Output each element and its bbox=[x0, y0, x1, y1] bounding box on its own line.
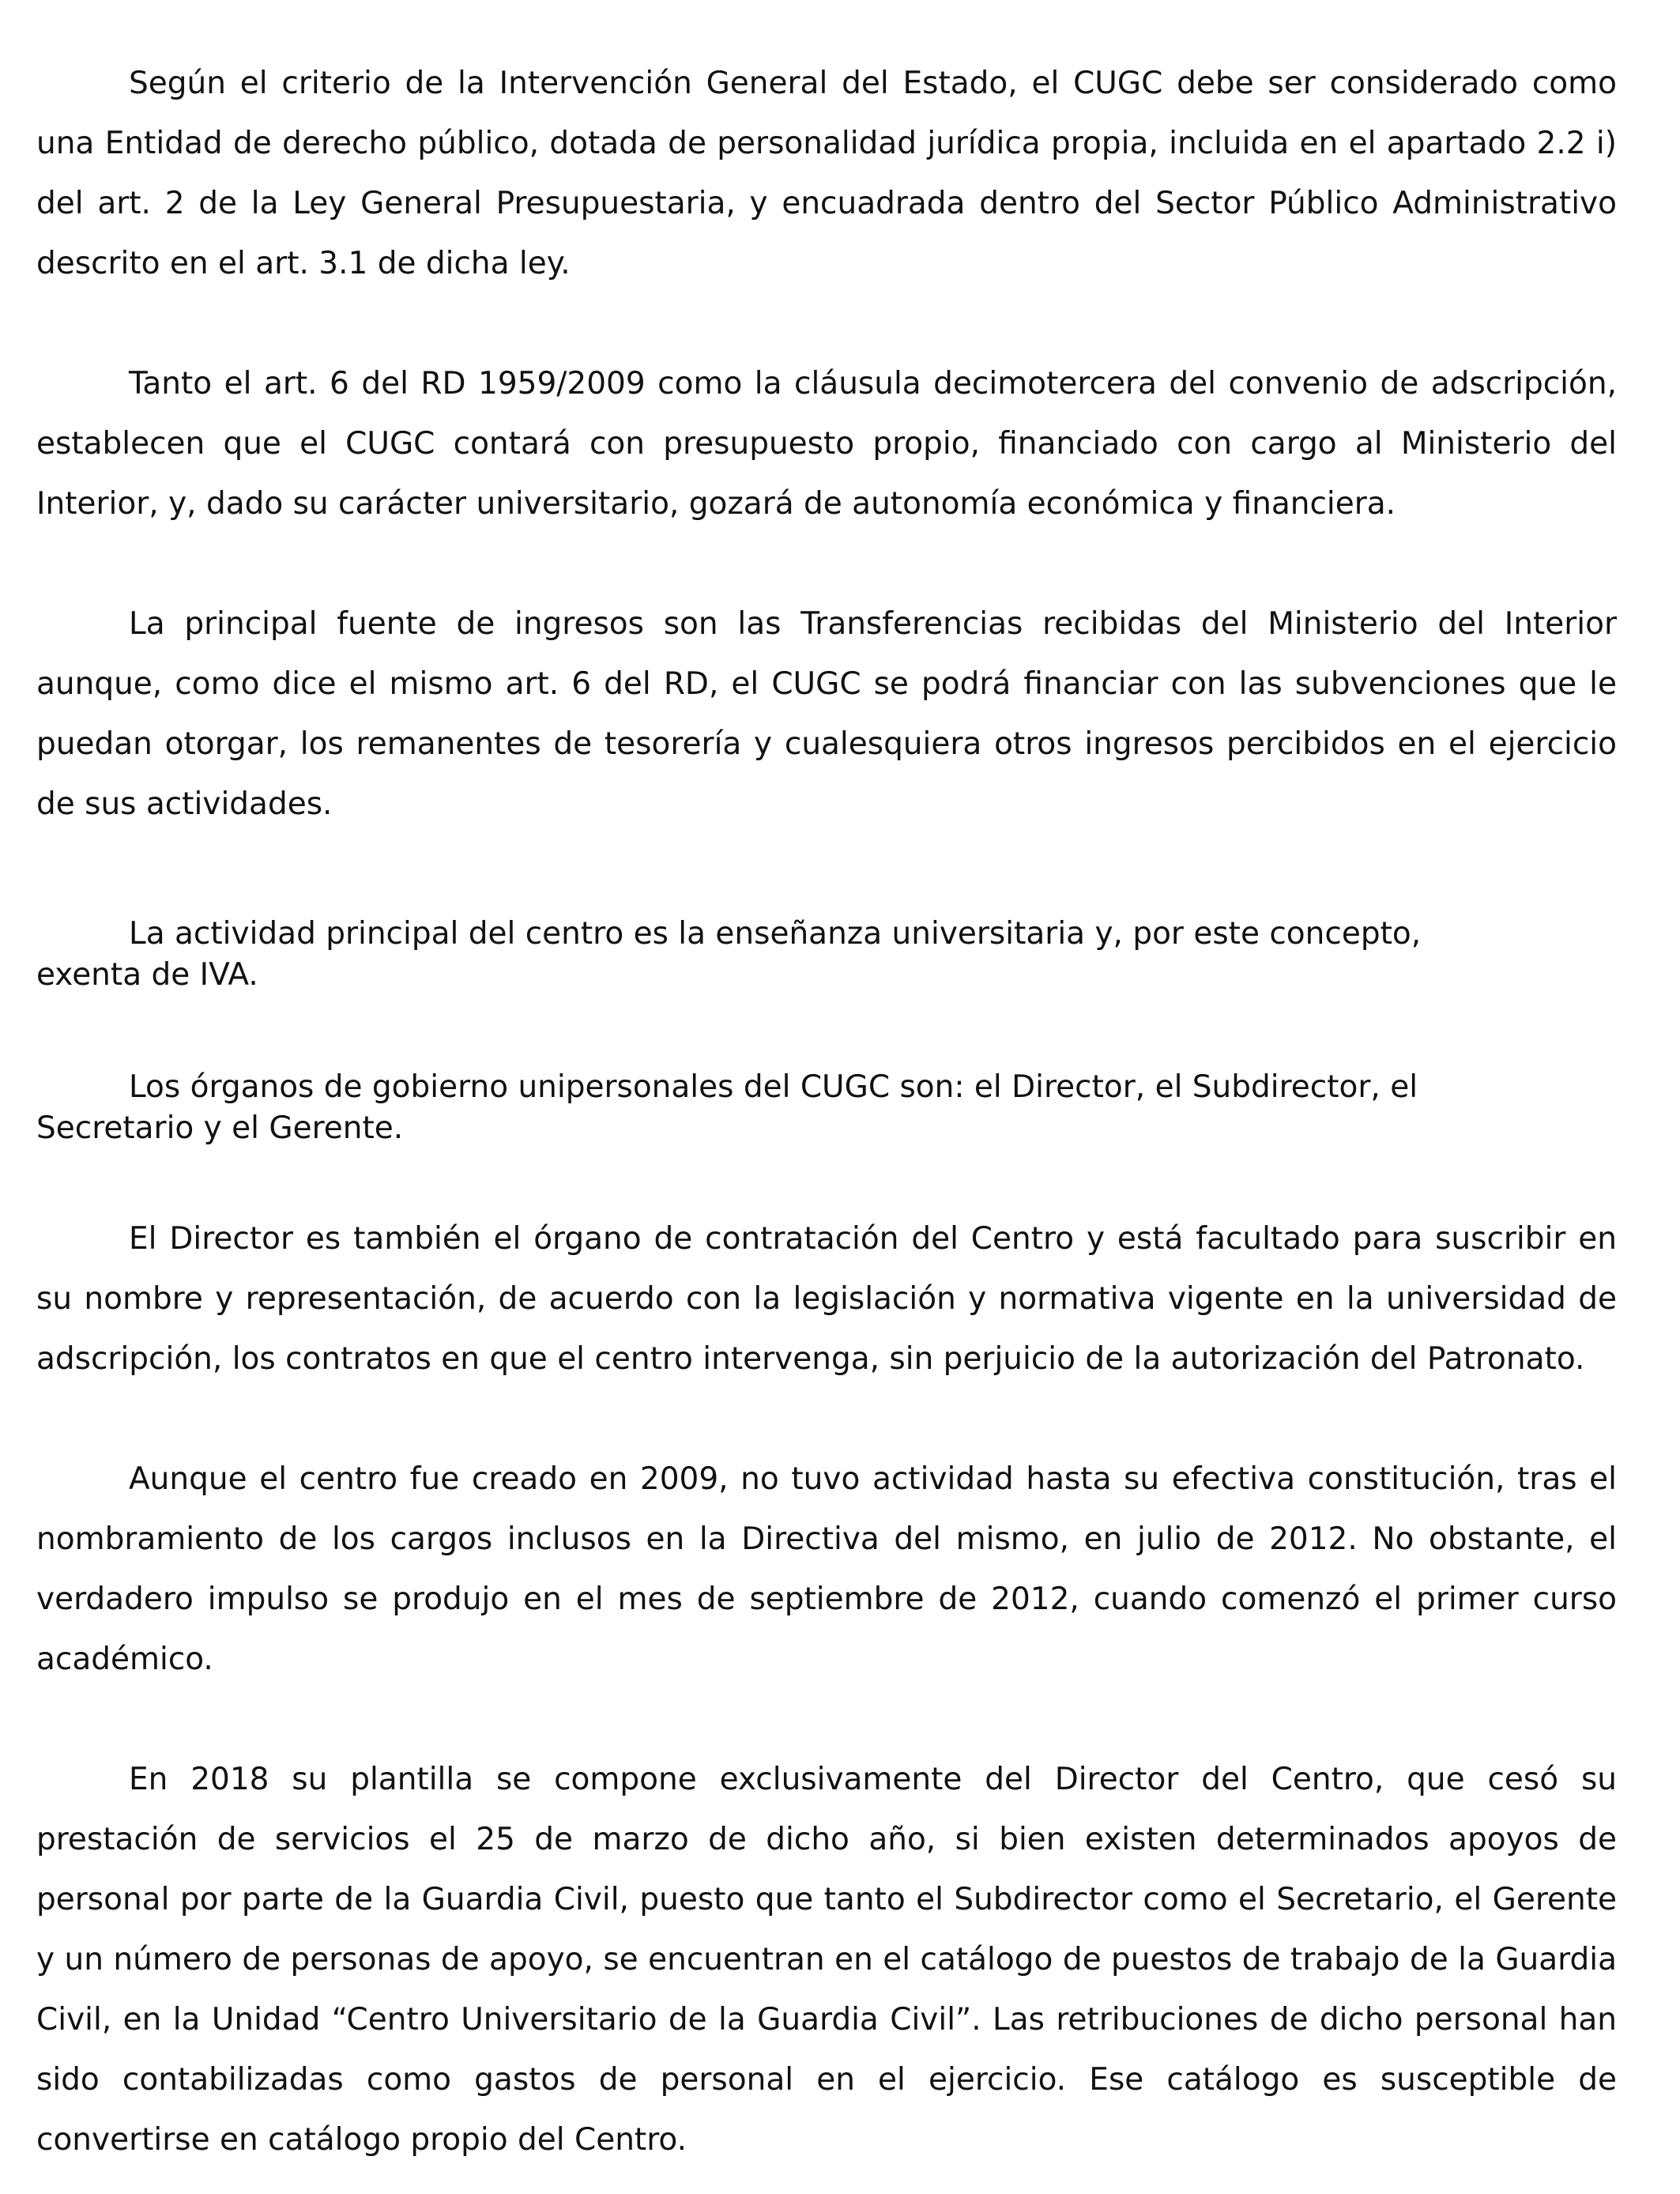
paragraph-income-sources: La principal fuente de ingresos son las Transferencias recibidas del Ministerio del Interior aunque, como dice el mismo art. 6 del RD, el CUGC se podrá financiar con las subvenciones que le puedan otorgar, los remanentes de tesorería y cualesquiera otros ingresos percibidos en el ejercicio de sus actividades. bbox=[36, 606, 1617, 822]
paragraph-staff: En 2018 su plantilla se compone exclusivamente del Director del Centro, que cesó su prestación de servicios el 25 de marzo de dicho año, si bien existen determinados apoyos de personal por parte de la Guardia Civil, puesto que tanto el Subdirector como el Secretario, el Gerente y un número de personas de apoyo, se encuentran en el catálogo de puestos de trabajo de la Guardia Civil, en la Unidad “Centro Universitario de la Guardia Civil”. Las retribuciones de dicho personal han sido contabilizadas como gastos de personal en el ejercicio. Ese catálogo es susceptible de convertirse en catálogo propio del Centro. bbox=[36, 1762, 1617, 2158]
paragraph-director-role: El Director es también el órgano de contratación del Centro y está facultado para suscribir en su nombre y representación, de acuerdo con la legislación y normativa vigente en la universidad de adscripción, los contratos en que el centro intervenga, sin perjuicio de la autorización del Patronato. bbox=[36, 1221, 1617, 1377]
paragraph-budget: Tanto el art. 6 del RD 1959/2009 como la cláusula decimotercera del convenio de adscripción, establecen que el CUGC contará con presupuesto propio, financiado con cargo al Ministerio del Interior, y, dado su carácter universitario, gozará de autonomía económica y financiera. bbox=[36, 366, 1617, 522]
paragraph-main-activity: La actividad principal del centro es la enseñanza universitaria y, por este concepto, exenta de IVA. bbox=[36, 916, 1422, 993]
document-page bbox=[36, 54, 1617, 2170]
paragraph-history: Aunque el centro fue creado en 2009, no tuvo actividad hasta su efectiva constitución, tras el nombramiento de los cargos inclusos en la Directiva del mismo, en julio de 2012. No obstante, el verdadero impulso se produjo en el mes de septiembre de 2012, cuando comenzó el primer curso académico. bbox=[36, 1461, 1617, 1677]
paragraph-legal-status: Según el criterio de la Intervención General del Estado, el CUGC debe ser considerado como una Entidad de derecho público, dotada de personalidad jurídica propia, incluida en el apartado 2.2 i) del art. 2 de la Ley General Presupuestaria, y encuadrada dentro del Sector Público Administrativo descrito en el art. 3.1 de dicha ley. bbox=[36, 66, 1617, 281]
paragraph-governing-bodies: Los órganos de gobierno unipersonales del CUGC son: el Director, el Subdirector, el Secretario y el Gerente. bbox=[36, 1069, 1418, 1146]
